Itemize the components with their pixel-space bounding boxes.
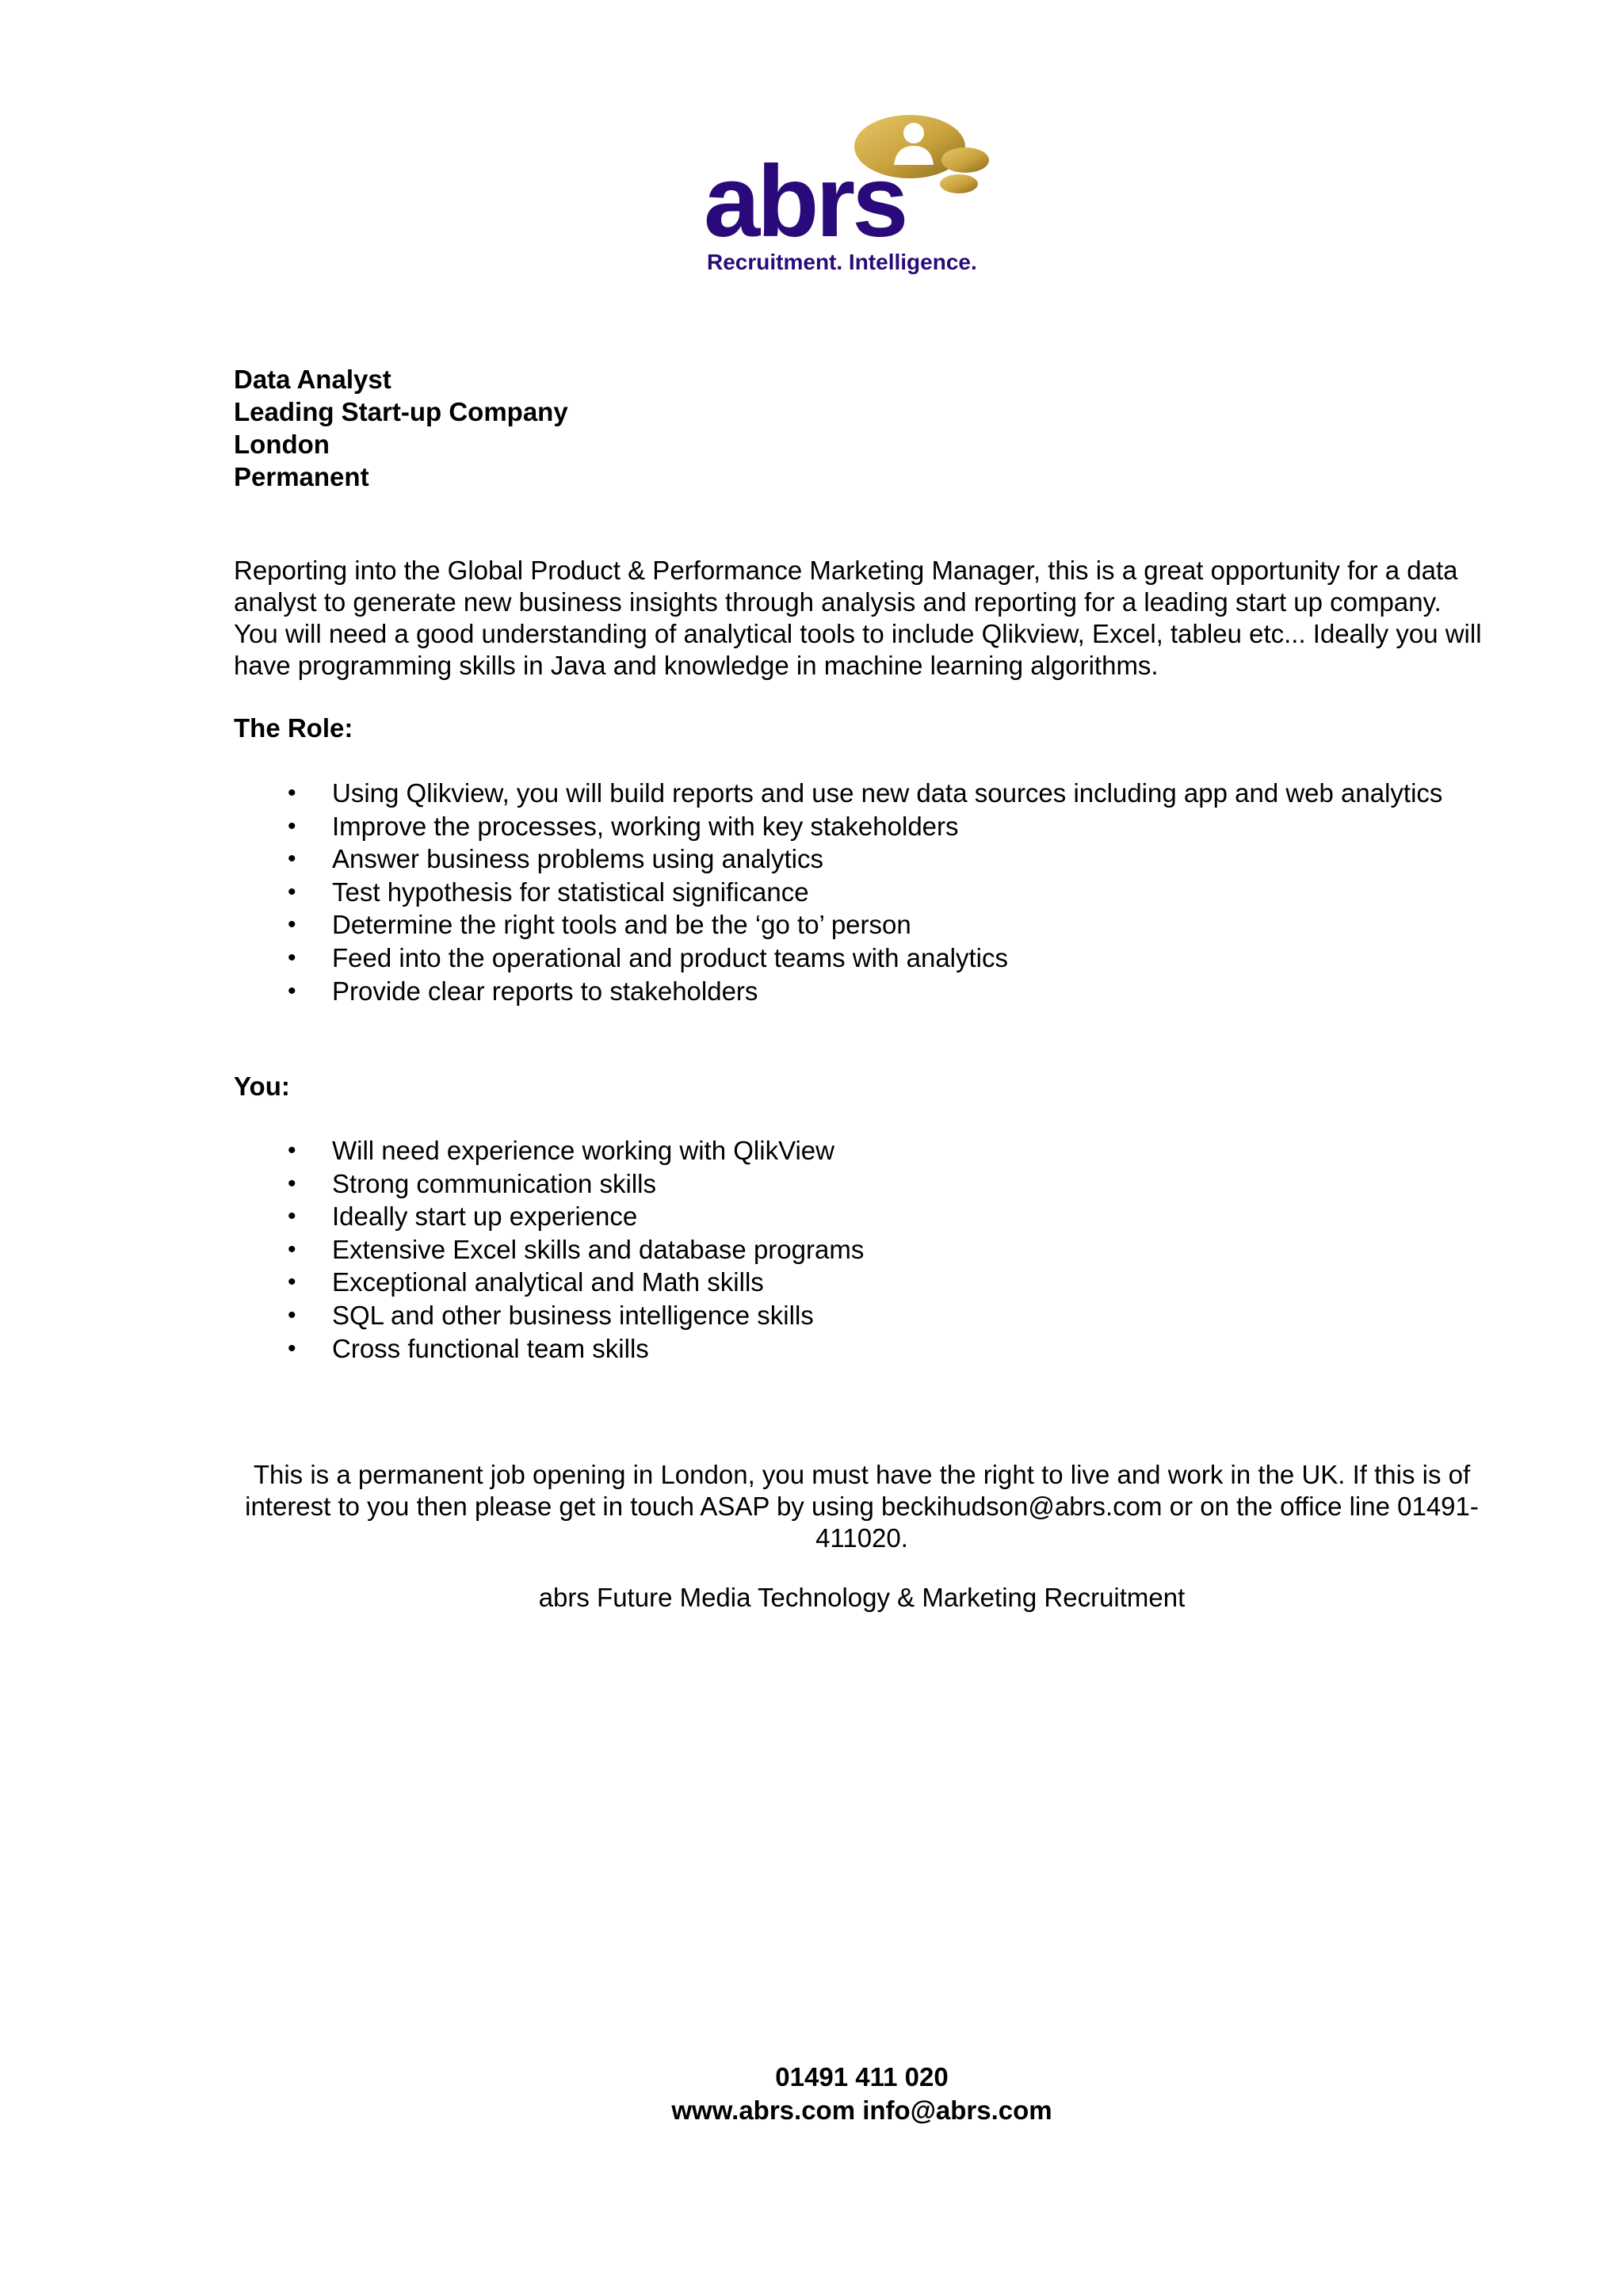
list-item: • Ideally start up experience xyxy=(234,1200,1486,1233)
contract-type: Permanent xyxy=(234,462,369,491)
closing-paragraph: This is a permanent job opening in London, you must have the right to live and work in the UK. If this is of interest to you then please get in touch ASAP by using beckihudson@abrs.com or on the office line 01491-411020. xyxy=(245,1460,1479,1553)
bullet-icon: • xyxy=(288,780,296,806)
job-location: London xyxy=(234,430,330,459)
list-item: • SQL and other business intelligence skills xyxy=(234,1299,1486,1332)
logo-wordmark: abrs xyxy=(704,145,906,258)
role-heading: The Role: xyxy=(234,713,353,743)
list-item: • Extensive Excel skills and database programs xyxy=(234,1233,1486,1266)
bullet-icon: • xyxy=(288,1203,296,1230)
list-item: • Will need experience working with QlikView xyxy=(234,1134,1486,1167)
list-item: • Test hypothesis for statistical significance xyxy=(234,876,1486,909)
list-item: • Determine the right tools and be the ‘go to’ person xyxy=(234,908,1486,942)
footer-contact xyxy=(234,2061,1490,2127)
list-item: • Cross functional team skills xyxy=(234,1332,1486,1366)
bullet-icon: • xyxy=(288,1335,296,1362)
bullet-icon: • xyxy=(288,1236,296,1263)
bullet-icon: • xyxy=(288,878,296,905)
company-tagline: abrs Future Media Technology & Marketing Recruitment xyxy=(538,1583,1186,1612)
list-item: • Using Qlikview, you will build reports and use new data sources including app and web analytics xyxy=(234,777,1486,810)
list-item: • Provide clear reports to stakeholders xyxy=(234,975,1486,1008)
you-list xyxy=(234,1134,1486,1365)
list-item: • Answer business problems using analytics xyxy=(234,842,1486,876)
footer-web-email: www.abrs.com info@abrs.com xyxy=(671,2095,1052,2125)
role-list xyxy=(234,777,1486,1007)
bullet-icon: • xyxy=(288,1137,296,1163)
list-item: • Strong communication skills xyxy=(234,1167,1486,1201)
company-name: Leading Start-up Company xyxy=(234,397,568,426)
you-heading: You: xyxy=(234,1072,290,1101)
bullet-icon: • xyxy=(288,812,296,839)
bullet-icon: • xyxy=(288,911,296,938)
bullet-icon: • xyxy=(288,944,296,971)
bullet-icon: • xyxy=(288,1170,296,1197)
bullet-icon: • xyxy=(288,1301,296,1328)
list-item: • Improve the processes, working with key stakeholders xyxy=(234,810,1486,843)
bullet-icon: • xyxy=(288,1269,296,1296)
job-title: Data Analyst xyxy=(234,365,391,394)
abrs-logo xyxy=(704,111,1005,281)
bullet-icon: • xyxy=(288,846,296,873)
list-item: • Exceptional analytical and Math skills xyxy=(234,1266,1486,1299)
logo-tagline: Recruitment. Intelligence. xyxy=(707,250,977,274)
job-header xyxy=(234,363,568,493)
footer-phone: 01491 411 020 xyxy=(775,2062,949,2092)
intro-paragraph: Reporting into the Global Product & Performance Marketing Manager, this is a great opportunity for a data analyst to generate new business insights through analysis and reporting for a leading start up company. You will need a good understanding of analytical tools to include Qlikview, Excel, tableu etc... Ideally you will have programming skills in Java and knowledge in machine learning algorithms. xyxy=(234,556,1482,680)
list-item: • Feed into the operational and product teams with analytics xyxy=(234,942,1486,975)
bullet-icon: • xyxy=(288,977,296,1004)
